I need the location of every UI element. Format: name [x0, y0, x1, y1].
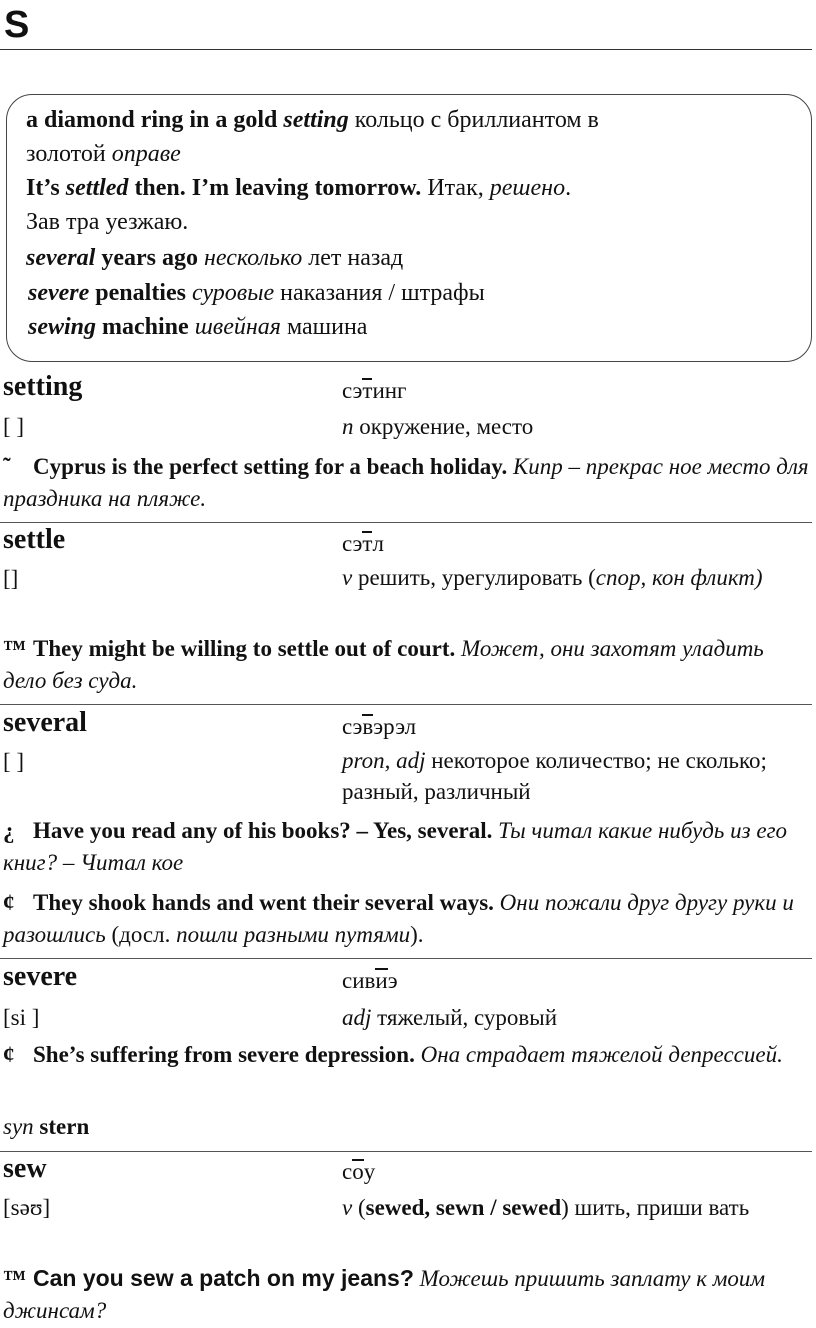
entry-divider [0, 958, 812, 959]
transcription: [ ] [3, 414, 25, 439]
headword: setting [3, 371, 83, 402]
synonym: syn stern [3, 1114, 90, 1139]
transcription: [ ] [3, 749, 25, 774]
box-line-2: золотой оправе [26, 141, 181, 167]
headword: several [3, 707, 87, 738]
transcription: [] [3, 566, 19, 591]
transcription: [si ] [3, 1005, 40, 1030]
headword: severe [3, 961, 78, 992]
box-line-5: several years ago несколько лет назад [26, 245, 404, 271]
example: ¢ They shook hands and went their several ways. Они пожали друг другу руки и разошлись (досл. пошли разными путями). [3, 890, 794, 947]
example: ¢ She’s suffering from severe depression. Она страдает тяжелой депрессией. [3, 1042, 783, 1067]
example: ˜ Cyprus is the perfect setting for a beach holiday. Кипр – прекрас ное место для праздника на пляже. [3, 454, 809, 511]
section-letter: S [4, 4, 30, 46]
entry-divider [0, 704, 812, 705]
pronunciation: сэтл [342, 531, 384, 556]
headword: sew [3, 1153, 47, 1184]
headword: settle [3, 524, 66, 555]
definition: n окружение, место [342, 414, 534, 439]
example: ™ Can you sew a patch on my jeans? Можешь пришить заплату к моим джинсам? [3, 1265, 766, 1323]
transcription: [səʊ] [3, 1195, 51, 1220]
header-divider [0, 49, 812, 50]
box-line-7: sewing machine швейная машина [28, 314, 368, 340]
definition: pron, adj некоторое количество; не сколько; разный, различный [342, 748, 767, 804]
entry-divider [0, 522, 812, 523]
example: ¿ Have you read any of his books? – Yes, several. Ты читал какие нибудь из его книг? – Читал кое [3, 818, 788, 875]
pronunciation: сэтинг [342, 378, 407, 403]
definition: adj тяжелый, суровый [342, 1005, 558, 1030]
example: ™ They might be willing to settle out of court. Может, они захотят уладить дело без суда. [3, 636, 764, 693]
definition: v (sewed, sewn / sewed) шить, приши вать [342, 1195, 750, 1220]
pronunciation: сивиэ [342, 968, 398, 993]
definition: v решить, урегулировать (спор, кон фликт) [342, 565, 763, 590]
box-line-3: It’s settled then. I’m leaving tomorrow. Итак, решено. [26, 175, 572, 201]
box-line-1: a diamond ring in a gold setting кольцо с бриллиантом в [26, 107, 599, 133]
box-line-4: Зав тра уезжаю. [26, 209, 189, 235]
pronunciation: сэвэрэл [342, 714, 417, 739]
entry-divider [0, 1151, 812, 1152]
box-line-6: severe penalties суровые наказания / штрафы [28, 280, 485, 306]
pronunciation: соу [342, 1159, 376, 1184]
